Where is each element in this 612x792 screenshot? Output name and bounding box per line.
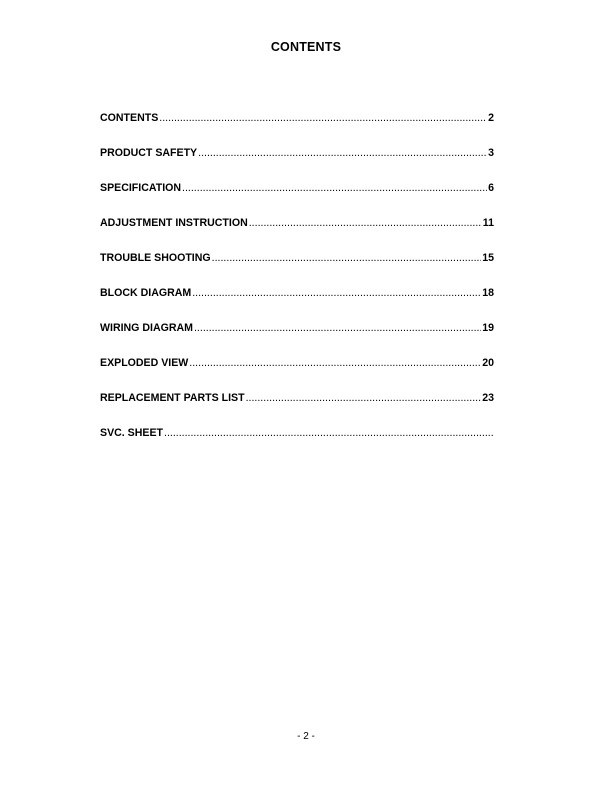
dot-leader [249,217,482,229]
toc-entry-contents[interactable] [100,112,494,147]
toc-label: WIRING DIAGRAM [100,322,193,334]
dot-leader [192,287,481,299]
dot-leader [194,322,481,334]
toc-label: SPECIFICATION [100,182,182,194]
toc-page-number: 20 [482,357,494,369]
toc-entry-exploded-view[interactable] [100,357,494,392]
toc-entry-trouble-shooting[interactable] [100,252,494,287]
toc-label: PRODUCT SAFETY [100,147,198,159]
toc-label: SVC. SHEET [100,427,163,439]
toc-label: TROUBLE SHOOTING [100,252,211,264]
toc-page-number: 11 [482,217,494,229]
toc-page-number: 23 [482,392,494,404]
toc-label: CONTENTS [100,112,159,124]
toc-page-number: 19 [482,322,494,334]
toc-page-number: 6 [488,182,494,194]
toc-label: ADJUSTMENT INSTRUCTION [100,217,248,229]
dot-leader [198,147,487,159]
table-of-contents [100,112,494,462]
toc-entry-wiring-diagram[interactable] [100,322,494,357]
toc-entry-svc-sheet[interactable] [100,427,494,462]
dot-leader [212,252,482,264]
toc-label: EXPLODED VIEW [100,357,189,369]
toc-page-number: 15 [482,252,494,264]
toc-entry-specification[interactable] [100,182,494,217]
toc-entry-adjustment-instruction[interactable] [100,217,494,252]
toc-entry-product-safety[interactable] [100,147,494,182]
dot-leader [164,427,493,439]
toc-label: BLOCK DIAGRAM [100,287,192,299]
dot-leader [159,112,487,124]
dot-leader [189,357,481,369]
toc-page-number: 3 [488,147,494,159]
page-title: CONTENTS [270,40,342,54]
toc-page-number: 2 [488,112,494,124]
toc-entry-replacement-parts-list[interactable] [100,392,494,427]
dot-leader [246,392,482,404]
page-number: - 2 - [297,731,315,742]
dot-leader [182,182,487,194]
toc-page-number: 18 [482,287,494,299]
toc-entry-block-diagram[interactable] [100,287,494,322]
toc-label: REPLACEMENT PARTS LIST [100,392,245,404]
